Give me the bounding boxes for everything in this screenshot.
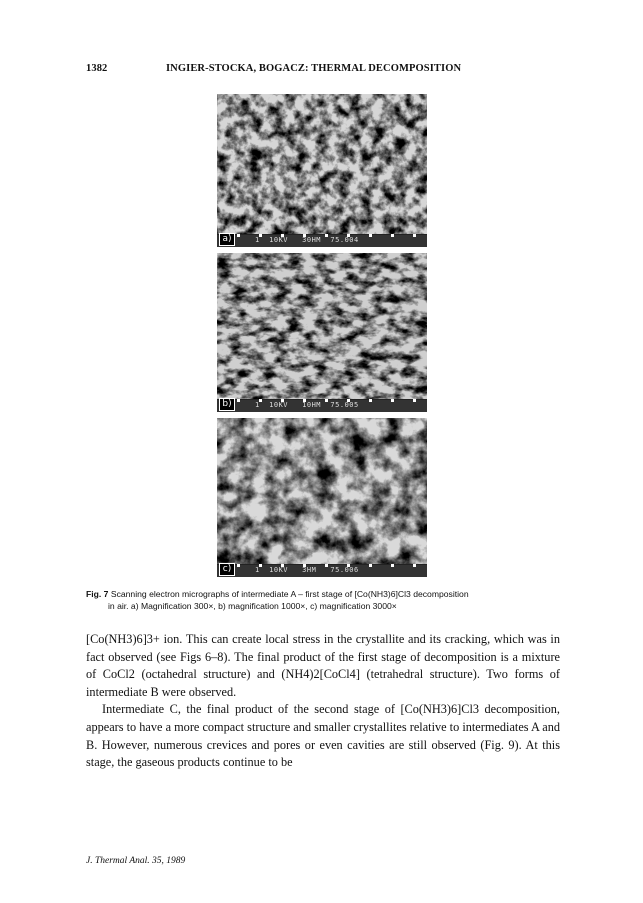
micrograph-texture bbox=[217, 94, 427, 247]
micrograph-info: 1 10KV 3HM 75.006 bbox=[255, 566, 359, 574]
micrograph-label: b) bbox=[219, 398, 235, 411]
micrograph-texture bbox=[217, 253, 427, 412]
micrograph-label: c) bbox=[219, 563, 235, 576]
page-number: 1382 bbox=[86, 63, 108, 74]
micrograph-label: a) bbox=[219, 233, 235, 246]
running-title: INGIER-STOCKA, BOGACZ: THERMAL DECOMPOSITION bbox=[166, 63, 462, 74]
figure-label: Fig. 7 bbox=[86, 589, 109, 599]
micrograph-c bbox=[217, 418, 427, 577]
journal-footer: J. Thermal Anal. 35, 1989 bbox=[86, 856, 186, 866]
running-header bbox=[86, 63, 566, 74]
caption-line-2: in air. a) Magnification 300×, b) magnification 1000×, c) magnification 3000× bbox=[108, 601, 397, 611]
paragraph-2: Intermediate C, the final product of the second stage of [Co(NH3)6]Cl3 decomposition, appears to have a more compact structure and smaller crystallites relative to intermediates A and B. However, numerous crevices and pores or even cavities are still observed (Fig. 9). At this stage, the gaseous products continue to be bbox=[86, 702, 560, 770]
caption-line-1: Scanning electron micrographs of intermediate A – first stage of [Co(NH3)6]Cl3 decomposition bbox=[110, 589, 469, 599]
micrograph-texture bbox=[217, 418, 427, 577]
micrograph-info: 1 10KV 30HM 75.004 bbox=[255, 236, 359, 244]
micrograph-info: 1 10KV 10HM 75.005 bbox=[255, 401, 359, 409]
body-text bbox=[86, 631, 560, 772]
micrograph-b bbox=[217, 253, 427, 412]
paragraph-1: [Co(NH3)6]3+ ion. This can create local stress in the crystallite and its cracking, which was in fact observed (see Figs 6–8). The final product of the first stage of decomposition is a mixture of CoCl2 (octahedral structure) and (NH4)2[CoCl4] (tetrahedral structure). Two forms of intermediate B were observed. bbox=[86, 632, 560, 699]
micrograph-a bbox=[217, 94, 427, 247]
figure-caption bbox=[86, 588, 566, 612]
